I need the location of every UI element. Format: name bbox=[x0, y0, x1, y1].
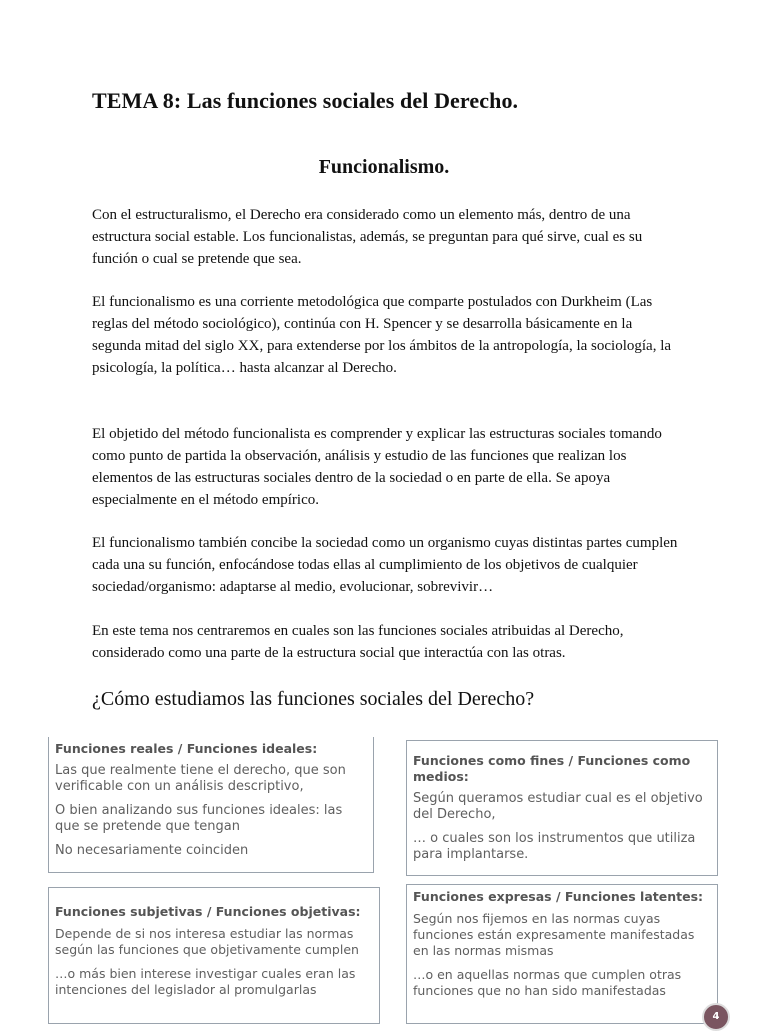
card-title: Funciones subjetivas / Funciones objetivas: bbox=[55, 904, 361, 919]
page-number-badge: 4 bbox=[702, 1003, 730, 1031]
card-text: Según nos fijemos en las normas cuyas funciones están expresamente manifestadas en las normas mismas bbox=[413, 911, 695, 958]
card-text: … o cuales son los instrumentos que utiliza para implantarse. bbox=[413, 831, 696, 862]
card-text: No necesariamente coinciden bbox=[55, 843, 249, 858]
card-funciones-reales-ideales bbox=[48, 737, 374, 873]
card-text: Las que realmente tiene el derecho, que son verificable con un análisis descriptivo, bbox=[55, 763, 346, 794]
card-text: …o más bien interese investigar cuales eran las intenciones del legislador al promulgarlas bbox=[55, 966, 356, 997]
card-funciones-expresas-latentes bbox=[406, 884, 718, 1024]
card-title: Funciones reales / Funciones ideales: bbox=[55, 741, 318, 756]
card-title: Funciones expresas / Funciones latentes: bbox=[413, 889, 704, 904]
card-title: Funciones como fines / Funciones como medios: bbox=[413, 753, 691, 784]
section-title bbox=[0, 156, 768, 179]
section-title-text: Funcionalismo bbox=[318, 156, 445, 178]
card-text: Según queramos estudiar cual es el objetivo del Derecho, bbox=[413, 791, 703, 822]
card-funciones-fines-medios bbox=[406, 740, 718, 876]
card-funciones-subjetivas-objetivas bbox=[48, 887, 380, 1024]
paragraph-estructuralismo: Con el estructuralismo, el Derecho era considerado como un elemento más, dentro de una estructura social estable. Los funcionalistas, además, se preguntan para qué sirve, cual es su función o cual se pretende que sea. bbox=[92, 207, 643, 267]
card-text: …o en aquellas normas que cumplen otras funciones que no han sido manifestadas bbox=[413, 967, 682, 998]
paragraph-corriente-metodologica: El funcionalismo es una corriente metodológica que comparte postulados con Durkheim (Las reglas del método sociológico), continúa con H. Spencer y se desarrolla básicamente en la segunda mitad del siglo XX, para extenderse por los ámbitos de la antropología, la sociología, la psicología, la política… hasta alcanzar al Derecho. bbox=[92, 294, 672, 376]
paragraph-tema: En este tema nos centraremos en cuales son las funciones sociales atribuidas al Derecho, considerado como una parte de la estructura social que interactúa con las otras. bbox=[92, 623, 624, 661]
paragraph-organismo: El funcionalismo también concibe la sociedad como un organismo cuyas distintas partes cumplen cada una su función, enfocándose todas ellas al cumplimiento de los objetivos de cualquier sociedad/organismo: adaptarse al medio, evolucionar, sobrevivir… bbox=[92, 535, 678, 595]
document-title: TEMA 8: Las funciones sociales del Derecho. bbox=[92, 88, 519, 113]
section-title-suffix: . bbox=[444, 156, 450, 178]
study-question: ¿Cómo estudiamos las funciones sociales del Derecho? bbox=[92, 688, 535, 710]
card-text: Depende de si nos interesa estudiar las normas según las funciones que objetivamente cumplen bbox=[55, 926, 359, 957]
paragraph-objetivo-metodo: El objetido del método funcionalista es comprender y explicar las estructuras sociales tomando como punto de partida la observación, análisis y estudio de las funciones que realizan los elementos de las estructuras sociales dentro de la sociedad o en parte de ella. Se apoya especialmente en el método empírico. bbox=[92, 426, 662, 508]
card-text: O bien analizando sus funciones ideales: las que se pretende que tengan bbox=[55, 803, 343, 834]
